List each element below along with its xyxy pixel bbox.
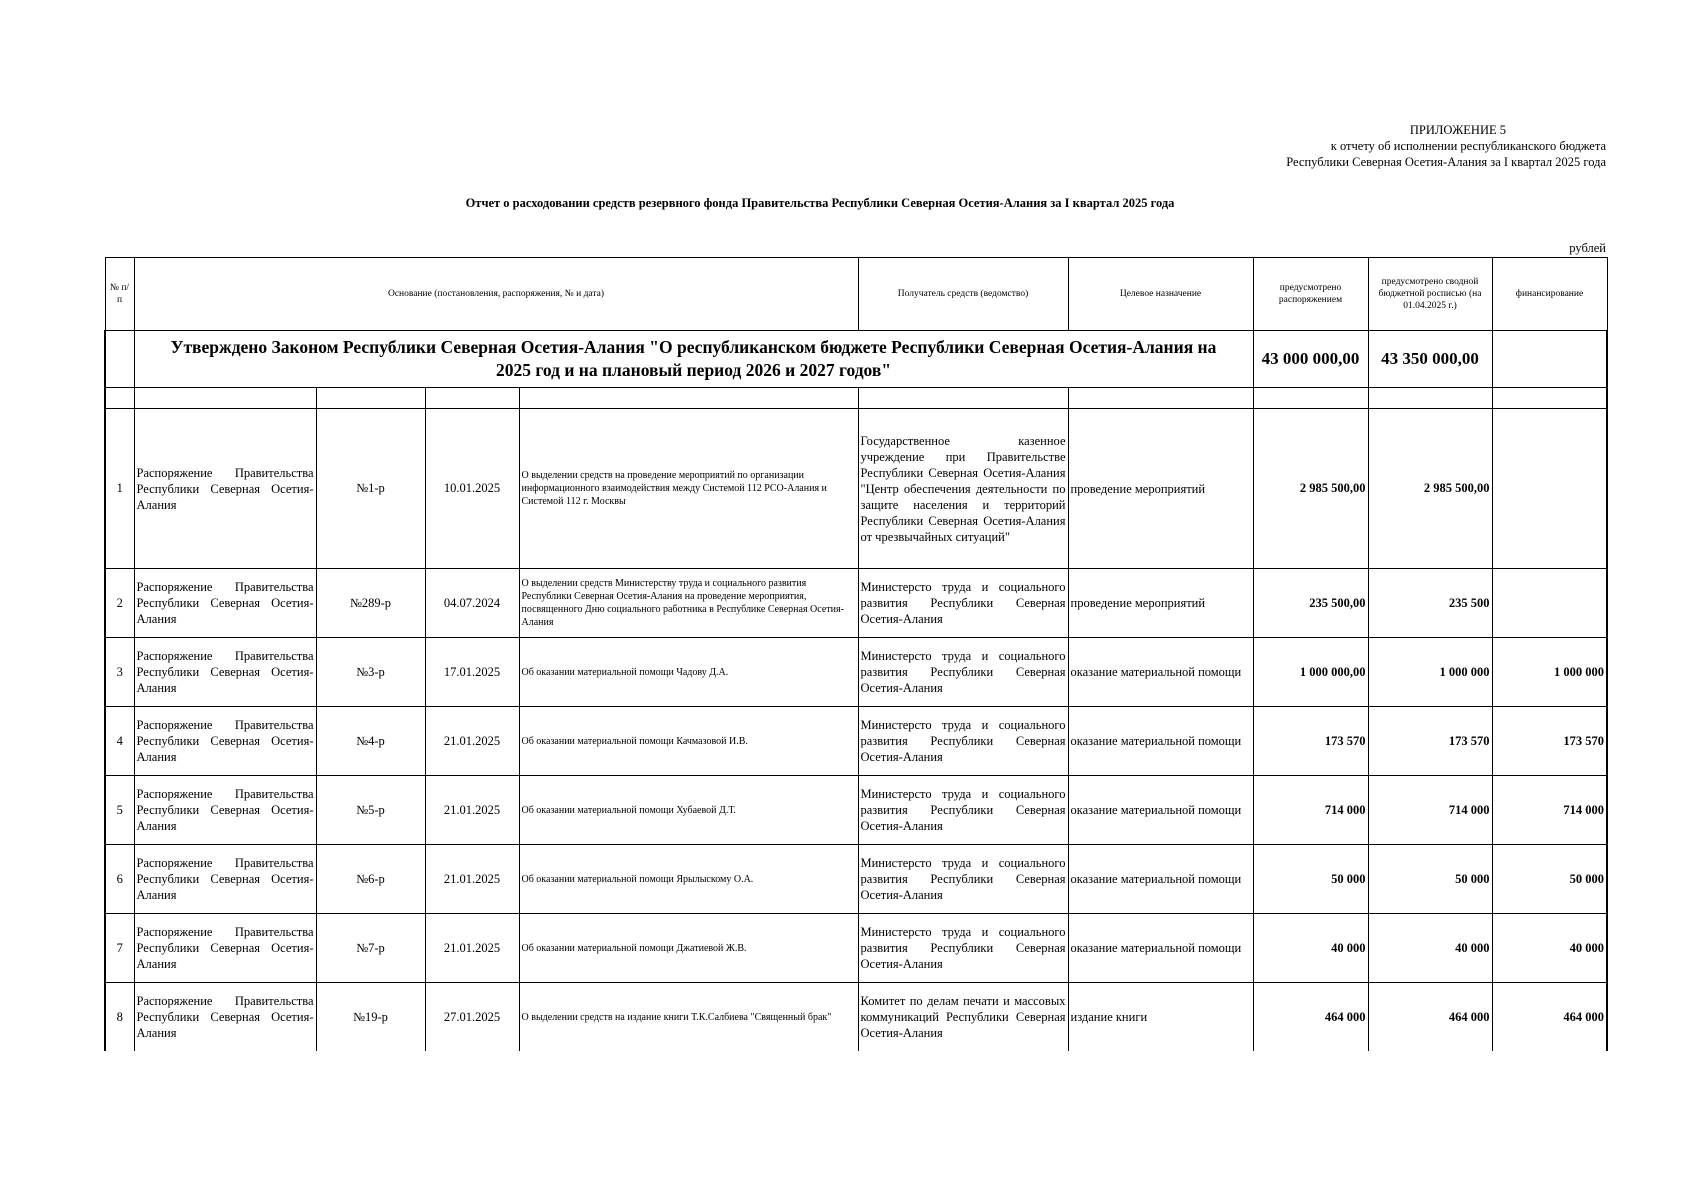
recipient: Министерсто труда и социального развития Республики Северная Осетия-Алания <box>858 638 1068 707</box>
basis-description: Об оказании материальной помощи Качмазовой И.В. <box>519 707 858 776</box>
spacer-cell <box>105 388 134 409</box>
row-num: 3 <box>105 638 134 707</box>
spacer-cell <box>1368 388 1492 409</box>
purpose: оказание материальной помощи <box>1068 845 1253 914</box>
spacer-cell <box>134 388 316 409</box>
purpose: проведение мероприятий <box>1068 569 1253 638</box>
sum-financing: 464 000 <box>1492 983 1607 1052</box>
document-number: №19-р <box>316 983 425 1052</box>
document-number: №4-р <box>316 707 425 776</box>
document-date: 17.01.2025 <box>425 638 519 707</box>
basis-description: Об оказании материальной помощи Чадову Д.А. <box>519 638 858 707</box>
law-text: Утверждено Законом Республики Северная Осетия-Алания "О республиканском бюджете Республики Северная Осетия-Алания на 2025 год и на плановый период 2026 и 2027 годов" <box>134 331 1253 388</box>
spacer-cell <box>1253 388 1368 409</box>
header-financing: финансирование <box>1492 258 1607 331</box>
law-sum-order: 43 000 000,00 <box>1253 331 1368 388</box>
header-num: № п/п <box>105 258 134 331</box>
document-type: Распоряжение Правительства Республики Северная Осетия-Алания <box>134 914 316 983</box>
document-date: 21.01.2025 <box>425 707 519 776</box>
header-planned-order: предусмотрено распоряжением <box>1253 258 1368 331</box>
purpose: издание книги <box>1068 983 1253 1052</box>
document-type: Распоряжение Правительства Республики Северная Осетия-Алания <box>134 638 316 707</box>
document-type: Распоряжение Правительства Республики Северная Осетия-Алания <box>134 409 316 569</box>
document-number: №289-р <box>316 569 425 638</box>
row-num: 4 <box>105 707 134 776</box>
sum-order: 1 000 000,00 <box>1253 638 1368 707</box>
basis-description: Об оказании материальной помощи Джатиевой Ж.В. <box>519 914 858 983</box>
table-row <box>105 638 1607 707</box>
document-number: №7-р <box>316 914 425 983</box>
sum-order: 40 000 <box>1253 914 1368 983</box>
row-num: 5 <box>105 776 134 845</box>
basis-description: Об оказании материальной помощи Хубаевой Д.Т. <box>519 776 858 845</box>
table-row <box>105 914 1607 983</box>
appendix-number: ПРИЛОЖЕНИЕ 5 <box>1409 123 1506 137</box>
row-num: 8 <box>105 983 134 1052</box>
table-row <box>105 983 1607 1052</box>
appendix-note <box>1286 122 1606 170</box>
basis-description: О выделении средств Министерству труда и социального развития Республики Северная Осетия-Алания на проведение мероприятия, посвященного Дню социального работника в Республике Северная Осетия-Алания <box>519 569 858 638</box>
sum-order: 173 570 <box>1253 707 1368 776</box>
table-row <box>105 845 1607 914</box>
sum-financing <box>1492 409 1607 569</box>
basis-description: О выделении средств на проведение мероприятий по организации информационного взаимодействия между Системой 112 РСО-Алания и Системой 112 г. Москвы <box>519 409 858 569</box>
spacer-cell <box>858 388 1068 409</box>
document-type: Распоряжение Правительства Республики Северная Осетия-Алания <box>134 776 316 845</box>
sum-order: 50 000 <box>1253 845 1368 914</box>
spacer-cell <box>425 388 519 409</box>
recipient: Министерсто труда и социального развития Республики Северная Осетия-Алания <box>858 776 1068 845</box>
row-num: 2 <box>105 569 134 638</box>
table-header <box>105 258 1607 331</box>
sum-order: 714 000 <box>1253 776 1368 845</box>
header-purpose: Целевое назначение <box>1068 258 1253 331</box>
document-date: 04.07.2024 <box>425 569 519 638</box>
table-row <box>105 776 1607 845</box>
basis-description: Об оказании материальной помощи Ярылыскому О.А. <box>519 845 858 914</box>
recipient: Министерсто труда и социального развития Республики Северная Осетия-Алания <box>858 914 1068 983</box>
sum-financing: 40 000 <box>1492 914 1607 983</box>
document-number: №5-р <box>316 776 425 845</box>
document-number: №3-р <box>316 638 425 707</box>
sum-financing <box>1492 569 1607 638</box>
spacer-cell <box>1068 388 1253 409</box>
sum-financing: 173 570 <box>1492 707 1607 776</box>
row-num: 1 <box>105 409 134 569</box>
recipient: Министерсто труда и социального развития Республики Северная Осетия-Алания <box>858 569 1068 638</box>
document-type: Распоряжение Правительства Республики Северная Осетия-Алания <box>134 569 316 638</box>
spacer-cell <box>1492 388 1607 409</box>
sum-order: 464 000 <box>1253 983 1368 1052</box>
appendix-line3: Республики Северная Осетия-Алания за I квартал 2025 года <box>1286 155 1606 169</box>
recipient: Комитет по делам печати и массовых коммуникаций Республики Северная Осетия-Алания <box>858 983 1068 1052</box>
sum-financing: 50 000 <box>1492 845 1607 914</box>
purpose: оказание материальной помощи <box>1068 707 1253 776</box>
purpose: оказание материальной помощи <box>1068 776 1253 845</box>
document-date: 21.01.2025 <box>425 914 519 983</box>
appendix-line2: к отчету об исполнении республиканского бюджета <box>1330 139 1606 153</box>
recipient: Министерсто труда и социального развития Республики Северная Осетия-Алания <box>858 845 1068 914</box>
sum-financing: 1 000 000 <box>1492 638 1607 707</box>
document-date: 10.01.2025 <box>425 409 519 569</box>
report-title: Отчет о расходовании средств резервного фонда Правительства Республики Северная Осетия-Алания за I квартал 2025 года <box>465 196 1175 210</box>
header-planned-budget: предусмотрено сводной бюджетной росписью (на 01.04.2025 г.) <box>1368 258 1492 331</box>
document-date: 27.01.2025 <box>425 983 519 1052</box>
header-recipient: Получатель средств (ведомство) <box>858 258 1068 331</box>
document-type: Распоряжение Правительства Республики Северная Осетия-Алания <box>134 845 316 914</box>
document-number: №6-р <box>316 845 425 914</box>
sum-budget: 40 000 <box>1368 914 1492 983</box>
spacer-row <box>105 388 1607 409</box>
sum-budget: 50 000 <box>1368 845 1492 914</box>
row-num: 7 <box>105 914 134 983</box>
row-num: 6 <box>105 845 134 914</box>
document-date: 21.01.2025 <box>425 776 519 845</box>
basis-description: О выделении средств на издание книги Т.К.Салбиева "Священный брак" <box>519 983 858 1052</box>
table-row <box>105 707 1607 776</box>
table-row <box>105 569 1607 638</box>
sum-order: 235 500,00 <box>1253 569 1368 638</box>
sum-financing: 714 000 <box>1492 776 1607 845</box>
reserve-fund-table <box>104 257 1608 1051</box>
document-date: 21.01.2025 <box>425 845 519 914</box>
sum-budget: 235 500 <box>1368 569 1492 638</box>
purpose: проведение мероприятий <box>1068 409 1253 569</box>
sum-budget: 2 985 500,00 <box>1368 409 1492 569</box>
recipient: Министерсто труда и социального развития Республики Северная Осетия-Алания <box>858 707 1068 776</box>
header-basis: Основание (постановления, распоряжения, № и дата) <box>134 258 858 331</box>
spacer-cell <box>519 388 858 409</box>
recipient: Государственное казенное учреждение при Правительстве Республики Северная Осетия-Алания "Центр обеспечения деятельности по защите населения и территорий Республики Северная Осетия-Алания от чрезвычайных ситуаций" <box>858 409 1068 569</box>
document-type: Распоряжение Правительства Республики Северная Осетия-Алания <box>134 983 316 1052</box>
purpose: оказание материальной помощи <box>1068 914 1253 983</box>
law-num-cell <box>105 331 134 388</box>
document-number: №1-р <box>316 409 425 569</box>
law-sum-financing <box>1492 331 1607 388</box>
table-row <box>105 409 1607 569</box>
sum-budget: 464 000 <box>1368 983 1492 1052</box>
law-row <box>105 331 1607 388</box>
sum-budget: 173 570 <box>1368 707 1492 776</box>
currency-unit: рублей <box>1569 241 1606 255</box>
purpose: оказание материальной помощи <box>1068 638 1253 707</box>
sum-budget: 1 000 000 <box>1368 638 1492 707</box>
document-type: Распоряжение Правительства Республики Северная Осетия-Алания <box>134 707 316 776</box>
sum-order: 2 985 500,00 <box>1253 409 1368 569</box>
spacer-cell <box>316 388 425 409</box>
law-sum-budget: 43 350 000,00 <box>1368 331 1492 388</box>
sum-budget: 714 000 <box>1368 776 1492 845</box>
